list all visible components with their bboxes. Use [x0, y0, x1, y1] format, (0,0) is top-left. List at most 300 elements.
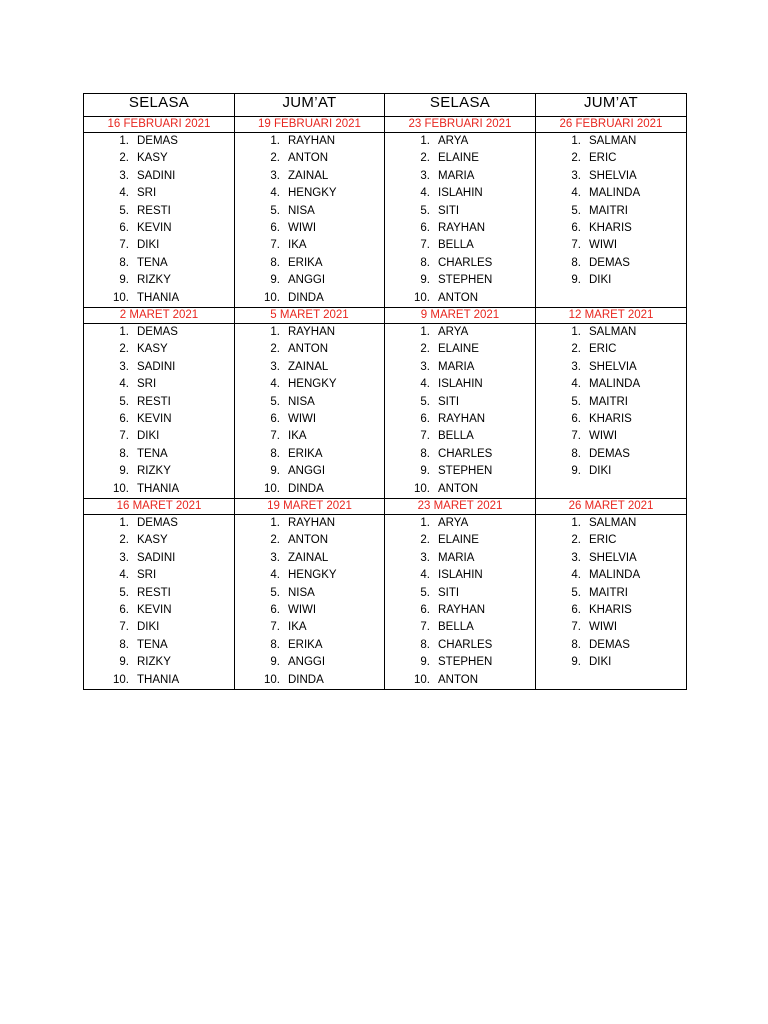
- list-item-number: 9.: [119, 465, 129, 478]
- list-item: [385, 324, 535, 341]
- list-item-name: ANGGI: [288, 656, 326, 669]
- list-item-number: 8.: [420, 447, 430, 460]
- name-list: [84, 515, 234, 689]
- list-item: [536, 411, 686, 428]
- list-item: [84, 532, 234, 549]
- list-item: [235, 481, 384, 498]
- list-item: [235, 203, 384, 220]
- list-item: [385, 463, 535, 480]
- list-item-name: CHARLES: [438, 256, 493, 269]
- list-item-name: STEPHEN: [438, 274, 493, 287]
- list-item-number: 7.: [571, 239, 581, 252]
- list-item: [385, 185, 535, 202]
- list-item-number: 1.: [270, 135, 280, 147]
- list-item: [84, 481, 234, 498]
- list-item: [536, 185, 686, 202]
- list-item: [536, 446, 686, 463]
- date-cell: 5 MARET 2021: [235, 308, 385, 324]
- list-item-number: 8.: [420, 256, 430, 269]
- list-item-name: RAYHAN: [288, 135, 336, 147]
- list-item-number: 1.: [571, 326, 581, 338]
- list-item: [84, 672, 234, 689]
- day-header-friday-2: JUM’AT: [536, 94, 687, 117]
- date-row: [84, 308, 687, 324]
- list-item-number: 10.: [414, 291, 430, 304]
- list-item-name: MALINDA: [589, 378, 641, 391]
- names-cell: [385, 324, 536, 499]
- list-item: [536, 637, 686, 654]
- list-item: [235, 168, 384, 185]
- list-item: [84, 394, 234, 411]
- list-item: [536, 376, 686, 393]
- names-cell: [235, 515, 385, 690]
- list-item-name: ANTON: [438, 482, 479, 495]
- list-item: [84, 585, 234, 602]
- list-item: [84, 272, 234, 289]
- list-item-name: ANTON: [438, 673, 479, 686]
- list-item-name: NISA: [288, 204, 315, 217]
- list-item-name: THANIA: [137, 482, 180, 495]
- list-item: [385, 550, 535, 567]
- list-item-name: SITI: [438, 586, 460, 599]
- list-item: [385, 637, 535, 654]
- list-item: [536, 654, 686, 671]
- name-list: [235, 515, 384, 689]
- list-item: [235, 133, 384, 150]
- list-item-name: WIWI: [288, 412, 317, 425]
- list-item: [84, 446, 234, 463]
- list-item-number: 8.: [119, 256, 129, 269]
- list-item-number: 7.: [119, 239, 129, 252]
- name-list: [385, 324, 535, 498]
- list-item: [84, 290, 234, 307]
- list-item-name: DIKI: [589, 465, 612, 478]
- list-item-name: DIKI: [137, 621, 160, 634]
- list-item: [84, 359, 234, 376]
- list-item-name: IKA: [288, 621, 307, 634]
- list-item-number: 6.: [420, 603, 430, 616]
- list-item-name: BELLA: [438, 239, 474, 252]
- list-item-name: MARIA: [438, 551, 475, 564]
- list-item-number: 5.: [119, 395, 129, 408]
- list-item-name: SADINI: [137, 169, 176, 182]
- list-item-number: 2.: [270, 534, 280, 547]
- list-item-number: 7.: [270, 430, 280, 443]
- list-item-number: 8.: [571, 447, 581, 460]
- list-item-number: 4.: [270, 378, 280, 391]
- list-item-number: 8.: [571, 638, 581, 651]
- list-item-number: 6.: [420, 412, 430, 425]
- list-item-name: ARYA: [438, 326, 469, 338]
- list-item: [536, 532, 686, 549]
- list-item: [536, 150, 686, 167]
- list-item: [536, 168, 686, 185]
- list-item-number: 4.: [119, 378, 129, 391]
- list-item: [235, 585, 384, 602]
- list-item-name: DEMAS: [589, 256, 630, 269]
- list-item-name: ANGGI: [288, 274, 326, 287]
- list-item-name: RESTI: [137, 204, 171, 217]
- list-item-name: RIZKY: [137, 656, 171, 669]
- list-item: [84, 463, 234, 480]
- list-item: [235, 237, 384, 254]
- names-cell: [235, 324, 385, 499]
- list-item-number: 1.: [420, 517, 430, 529]
- list-item-number: 9.: [420, 656, 430, 669]
- list-item-name: HENGKY: [288, 187, 337, 200]
- list-item-name: DIKI: [589, 274, 612, 287]
- list-item-number: 7.: [270, 239, 280, 252]
- list-item-number: 9.: [119, 656, 129, 669]
- list-item-name: ERIC: [589, 152, 617, 165]
- list-item-name: DEMAS: [589, 447, 630, 460]
- list-item: [235, 567, 384, 584]
- date-cell: 23 FEBRUARI 2021: [385, 117, 536, 133]
- list-item-name: KEVIN: [137, 603, 172, 616]
- names-cell: [84, 133, 235, 308]
- list-item: [235, 272, 384, 289]
- list-item-number: 6.: [270, 412, 280, 425]
- list-item-number: 5.: [270, 586, 280, 599]
- list-item-number: 5.: [571, 204, 581, 217]
- day-header-row: [84, 94, 687, 117]
- list-item-number: 8.: [119, 447, 129, 460]
- list-item: [84, 203, 234, 220]
- list-item-name: STEPHEN: [438, 465, 493, 478]
- list-item: [385, 237, 535, 254]
- list-item-name: DINDA: [288, 673, 324, 686]
- name-list: [84, 324, 234, 498]
- list-item-number: 9.: [270, 274, 280, 287]
- list-item-name: THANIA: [137, 291, 180, 304]
- list-item-name: WIWI: [288, 603, 317, 616]
- list-item: [385, 394, 535, 411]
- list-item-name: ANTON: [288, 534, 329, 547]
- list-item: [385, 411, 535, 428]
- list-item-number: 10.: [113, 482, 129, 495]
- list-item-number: 8.: [270, 638, 280, 651]
- list-item: [84, 637, 234, 654]
- list-item: [385, 446, 535, 463]
- list-item: [536, 359, 686, 376]
- list-item: [235, 341, 384, 358]
- list-item-number: 6.: [119, 603, 129, 616]
- list-item-number: 2.: [420, 534, 430, 547]
- list-item-number: 4.: [571, 569, 581, 582]
- names-cell: [536, 324, 687, 499]
- list-item-number: 5.: [420, 586, 430, 599]
- list-item-number: 4.: [270, 569, 280, 582]
- list-item-number: 5.: [571, 395, 581, 408]
- list-item: [385, 272, 535, 289]
- list-item-number: 4.: [420, 569, 430, 582]
- list-item-name: ANTON: [288, 152, 329, 165]
- list-item-number: 6.: [270, 603, 280, 616]
- list-item-name: BELLA: [438, 430, 474, 443]
- list-item-number: 8.: [420, 638, 430, 651]
- list-item-name: HENGKY: [288, 378, 337, 391]
- list-item-name: DEMAS: [137, 135, 178, 147]
- list-item-number: 5.: [119, 204, 129, 217]
- list-item: [385, 133, 535, 150]
- list-item-number: 2.: [571, 343, 581, 356]
- list-item-name: MARIA: [438, 169, 475, 182]
- date-cell: 23 MARET 2021: [385, 499, 536, 515]
- list-item: [536, 237, 686, 254]
- list-item: [385, 672, 535, 689]
- list-item-name: KHARIS: [589, 412, 632, 425]
- name-list: [536, 324, 686, 481]
- list-item-name: ERIC: [589, 534, 617, 547]
- list-item: [84, 411, 234, 428]
- date-cell: 26 FEBRUARI 2021: [536, 117, 687, 133]
- date-cell: 26 MARET 2021: [536, 499, 687, 515]
- list-item: [385, 290, 535, 307]
- list-item-name: DIKI: [137, 239, 160, 252]
- list-item-name: WIWI: [589, 239, 618, 252]
- list-item-name: ERIC: [589, 343, 617, 356]
- list-item-number: 10.: [113, 291, 129, 304]
- list-item-name: SRI: [137, 378, 157, 391]
- list-item-name: KEVIN: [137, 412, 172, 425]
- list-item: [84, 654, 234, 671]
- list-item: [536, 550, 686, 567]
- list-item-name: SHELVIA: [589, 551, 637, 564]
- list-item-name: BELLA: [438, 621, 474, 634]
- list-item-name: NISA: [288, 586, 315, 599]
- list-item-name: SALMAN: [589, 326, 637, 338]
- list-item-number: 1.: [420, 326, 430, 338]
- list-item-name: MALINDA: [589, 187, 641, 200]
- list-item-number: 2.: [119, 152, 129, 165]
- list-item: [235, 515, 384, 532]
- list-item: [536, 515, 686, 532]
- list-item-number: 1.: [270, 326, 280, 338]
- list-item-name: SALMAN: [589, 517, 637, 529]
- list-item-name: ISLAHIN: [438, 187, 483, 200]
- list-item: [235, 290, 384, 307]
- date-cell: 9 MARET 2021: [385, 308, 536, 324]
- names-cell: [536, 515, 687, 690]
- list-item-name: THANIA: [137, 673, 180, 686]
- list-item-number: 2.: [571, 152, 581, 165]
- list-item: [84, 619, 234, 636]
- list-item-name: ELAINE: [438, 343, 479, 356]
- list-item-name: KHARIS: [589, 221, 632, 234]
- list-item-name: KASY: [137, 534, 168, 547]
- list-item-number: 10.: [113, 673, 129, 686]
- list-item-number: 3.: [270, 360, 280, 373]
- schedule-table: [83, 93, 687, 690]
- list-item-number: 7.: [119, 621, 129, 634]
- list-item-number: 1.: [119, 517, 129, 529]
- list-item-name: RIZKY: [137, 274, 171, 287]
- list-item-name: DIKI: [137, 430, 160, 443]
- list-item-number: 4.: [571, 187, 581, 200]
- list-item: [235, 185, 384, 202]
- list-item-number: 1.: [571, 135, 581, 147]
- date-cell: 16 MARET 2021: [84, 499, 235, 515]
- list-item: [536, 203, 686, 220]
- list-item-name: KASY: [137, 343, 168, 356]
- list-item: [235, 550, 384, 567]
- list-item-name: ZAINAL: [288, 169, 329, 182]
- list-item-name: IKA: [288, 239, 307, 252]
- list-item: [536, 272, 686, 289]
- list-item: [536, 428, 686, 445]
- list-item-name: WIWI: [589, 621, 618, 634]
- list-item-number: 2.: [571, 534, 581, 547]
- list-item-name: KASY: [137, 152, 168, 165]
- date-row: [84, 117, 687, 133]
- list-item-number: 5.: [420, 204, 430, 217]
- list-item: [84, 133, 234, 150]
- list-item-name: RAYHAN: [288, 517, 336, 529]
- list-item-name: DEMAS: [589, 638, 630, 651]
- list-item-number: 3.: [420, 360, 430, 373]
- list-item-number: 2.: [119, 343, 129, 356]
- list-item-number: 4.: [420, 378, 430, 391]
- list-item-name: CHARLES: [438, 447, 493, 460]
- list-item-number: 6.: [119, 412, 129, 425]
- list-item: [84, 168, 234, 185]
- list-item: [385, 203, 535, 220]
- list-item-number: 9.: [420, 274, 430, 287]
- name-list: [536, 515, 686, 672]
- list-item-name: DEMAS: [137, 517, 178, 529]
- list-item-number: 4.: [571, 378, 581, 391]
- list-item: [84, 324, 234, 341]
- list-item-name: SRI: [137, 569, 157, 582]
- list-item-name: ELAINE: [438, 534, 479, 547]
- list-item: [536, 324, 686, 341]
- list-item: [235, 220, 384, 237]
- list-item-number: 7.: [270, 621, 280, 634]
- list-item-number: 8.: [270, 447, 280, 460]
- list-item: [235, 394, 384, 411]
- list-item: [536, 255, 686, 272]
- date-row: [84, 499, 687, 515]
- name-list: [235, 324, 384, 498]
- list-item: [84, 567, 234, 584]
- list-item-number: 5.: [270, 204, 280, 217]
- list-item: [385, 341, 535, 358]
- list-item: [84, 185, 234, 202]
- list-item-name: RAYHAN: [438, 603, 486, 616]
- list-item-number: 2.: [420, 343, 430, 356]
- list-item: [385, 481, 535, 498]
- list-item-number: 3.: [571, 169, 581, 182]
- list-item-number: 3.: [270, 551, 280, 564]
- list-item-name: SHELVIA: [589, 169, 637, 182]
- list-item-name: RAYHAN: [438, 221, 486, 234]
- day-header-tuesday-2: SELASA: [385, 94, 536, 117]
- list-item-number: 2.: [420, 152, 430, 165]
- list-item-name: TENA: [137, 638, 168, 651]
- list-item-number: 9.: [420, 465, 430, 478]
- list-item-number: 2.: [270, 343, 280, 356]
- list-item-name: KEVIN: [137, 221, 172, 234]
- list-item-name: TENA: [137, 447, 168, 460]
- list-item-number: 8.: [571, 256, 581, 269]
- date-cell: 12 MARET 2021: [536, 308, 687, 324]
- list-item-number: 6.: [571, 603, 581, 616]
- list-item-number: 3.: [119, 169, 129, 182]
- list-item: [536, 220, 686, 237]
- list-item-number: 6.: [270, 221, 280, 234]
- name-list: [235, 133, 384, 307]
- list-item-number: 6.: [571, 221, 581, 234]
- list-item-name: RAYHAN: [288, 326, 336, 338]
- list-item: [385, 255, 535, 272]
- list-item-number: 7.: [571, 621, 581, 634]
- list-item-name: ERIKA: [288, 256, 323, 269]
- list-item-number: 8.: [270, 256, 280, 269]
- list-item-name: SADINI: [137, 551, 176, 564]
- names-cell: [385, 515, 536, 690]
- list-item: [536, 394, 686, 411]
- names-cell: [84, 324, 235, 499]
- list-item-name: RESTI: [137, 395, 171, 408]
- list-item: [84, 428, 234, 445]
- list-item: [385, 515, 535, 532]
- list-item-name: RIZKY: [137, 465, 171, 478]
- list-item: [84, 255, 234, 272]
- list-item-name: RAYHAN: [438, 412, 486, 425]
- list-item: [84, 602, 234, 619]
- list-item-name: ISLAHIN: [438, 569, 483, 582]
- list-item-name: SADINI: [137, 360, 176, 373]
- day-header-friday-1: JUM’AT: [235, 94, 385, 117]
- list-item: [84, 237, 234, 254]
- list-item-name: DIKI: [589, 656, 612, 669]
- list-item-number: 9.: [571, 656, 581, 669]
- list-item-number: 3.: [119, 360, 129, 373]
- list-item-name: SITI: [438, 204, 460, 217]
- list-item: [84, 341, 234, 358]
- list-item-name: ANTON: [438, 291, 479, 304]
- list-item: [536, 133, 686, 150]
- list-item-name: KHARIS: [589, 603, 632, 616]
- list-item-number: 7.: [119, 430, 129, 443]
- list-item-name: ANTON: [288, 343, 329, 356]
- list-item-name: MALINDA: [589, 569, 641, 582]
- list-item: [385, 567, 535, 584]
- list-item-name: RESTI: [137, 586, 171, 599]
- list-item-number: 10.: [264, 291, 280, 304]
- list-item: [536, 602, 686, 619]
- list-item: [385, 602, 535, 619]
- list-item-number: 7.: [571, 430, 581, 443]
- names-row: [84, 133, 687, 308]
- list-item-number: 10.: [414, 673, 430, 686]
- list-item-number: 6.: [119, 221, 129, 234]
- list-item-number: 10.: [414, 482, 430, 495]
- list-item: [84, 150, 234, 167]
- list-item-number: 10.: [264, 673, 280, 686]
- date-cell: 16 FEBRUARI 2021: [84, 117, 235, 133]
- list-item-name: DINDA: [288, 291, 324, 304]
- name-list: [536, 133, 686, 290]
- list-item-number: 10.: [264, 482, 280, 495]
- name-list: [385, 133, 535, 307]
- list-item-number: 1.: [119, 135, 129, 147]
- list-item-number: 5.: [270, 395, 280, 408]
- list-item-number: 4.: [119, 569, 129, 582]
- list-item-number: 6.: [420, 221, 430, 234]
- list-item-name: ARYA: [438, 517, 469, 529]
- list-item: [235, 619, 384, 636]
